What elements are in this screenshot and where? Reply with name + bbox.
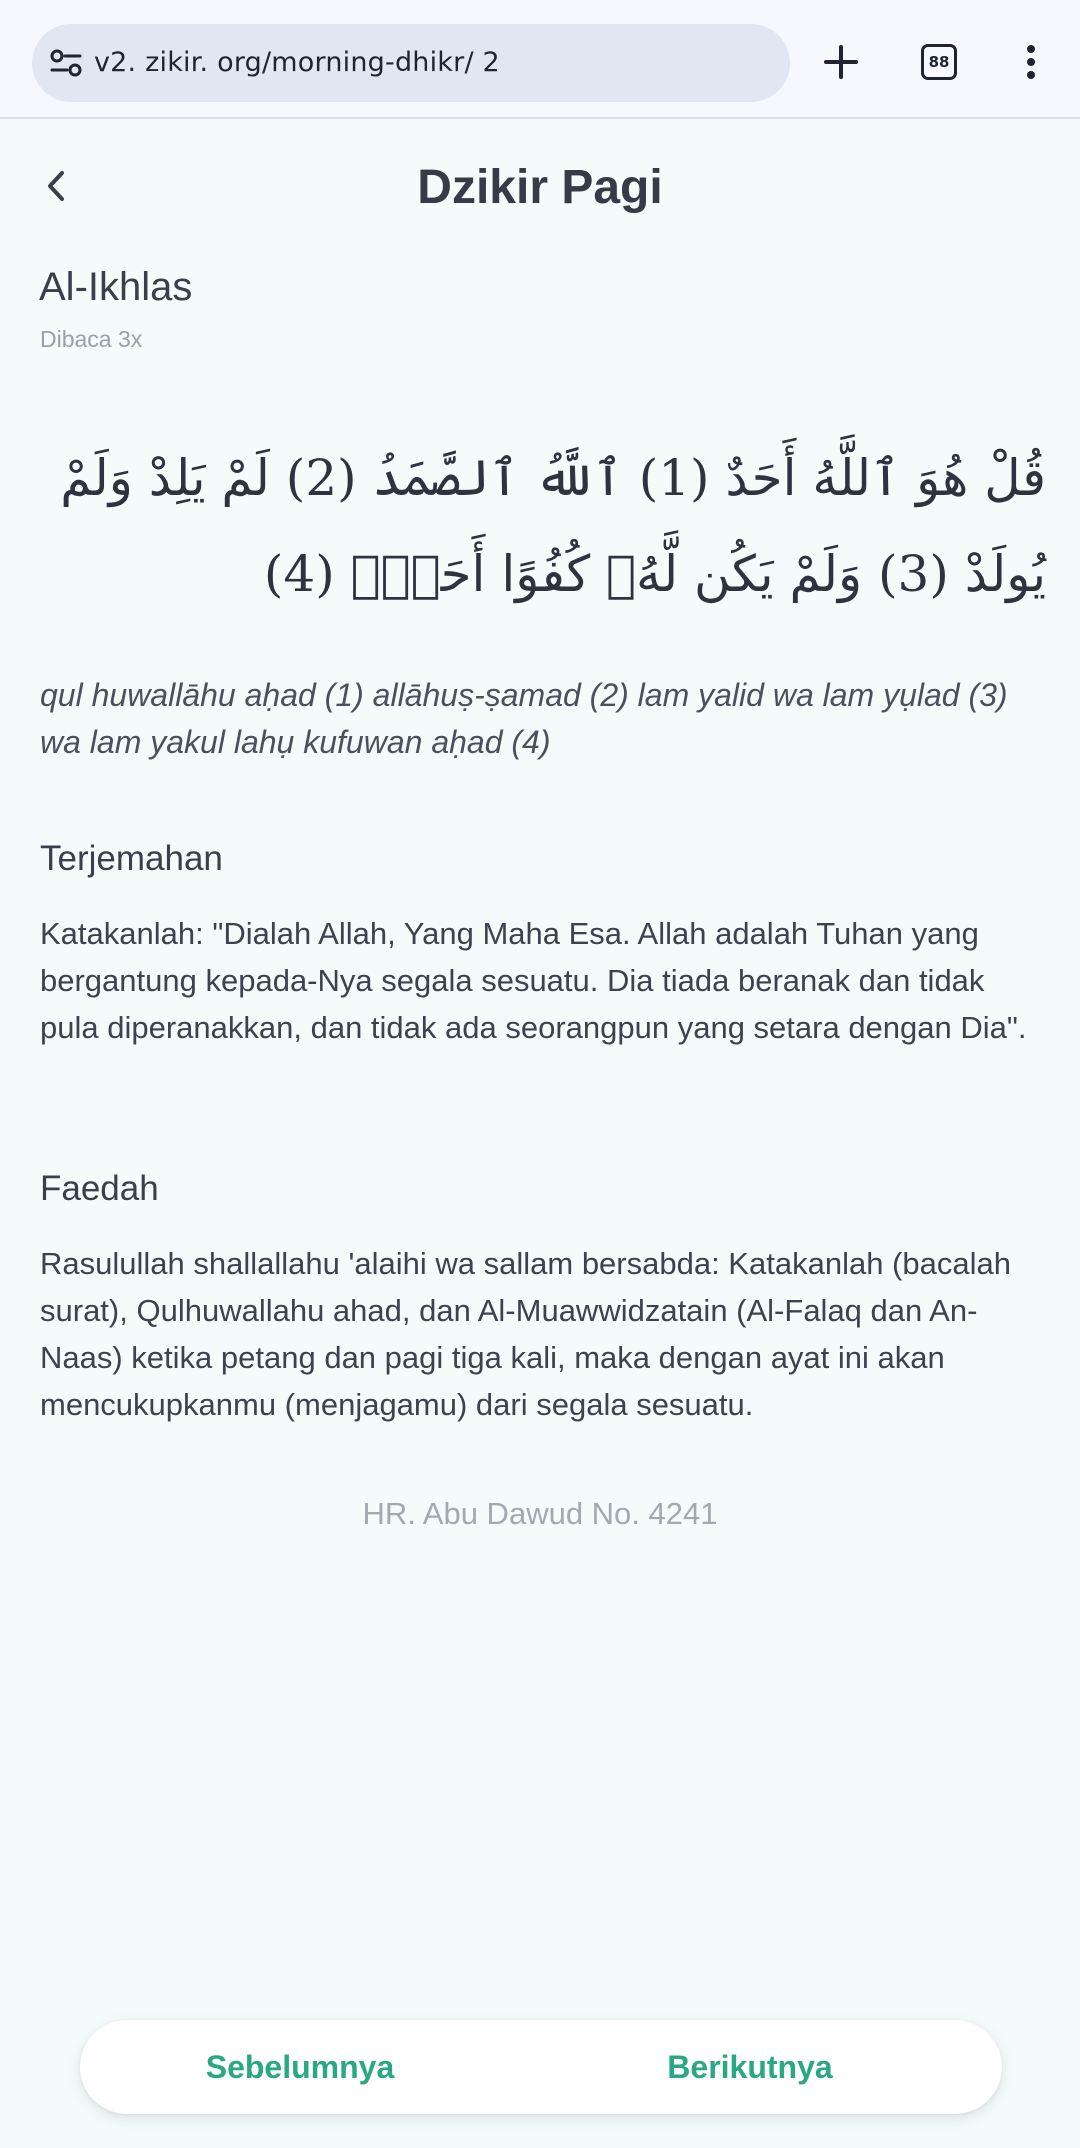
benefit-heading: Faedah [40, 1169, 159, 1208]
page-header [0, 120, 1080, 258]
url-text[interactable]: v2. zikir. org/morning-dhikr/ 2 [94, 47, 500, 78]
plus-icon [823, 44, 859, 80]
tune-icon[interactable] [48, 45, 84, 81]
tab-switcher-button[interactable] [906, 29, 972, 95]
next-button[interactable]: Berikutnya [600, 2020, 900, 2114]
bottom-navigation [80, 2020, 1002, 2114]
arabic-text: قُلْ هُوَ ٱللَّهُ أَحَدٌ (1) ٱللَّهُ ٱلصَّمَدُ (2) لَمْ يَلِدْ وَلَمْ يُولَدْ (3) وَلَمْ يَكُن لَّهُۥ كُفُوًا أَحَدٌۢ (4) [60, 449, 1046, 603]
browser-toolbar [0, 0, 1080, 119]
more-menu-button[interactable] [998, 29, 1064, 95]
benefit-text: Rasulullah shallallahu 'alaihi wa sallam bersabda: Katakanlah (bacalah surat), Qulhuwallahu ahad, dan Al-Muawwidzatain (Al-Falaq dan An-Naas) ketika petang dan pagi tiga kali, maka dengan ayat ini akan mencukupkanmu (menjagamu) dari segala sesuatu. [40, 1246, 1011, 1422]
hadith-source: HR. Abu Dawud No. 4241 [362, 1496, 718, 1531]
page-title: Dzikir Pagi [417, 161, 663, 214]
translation-text: Katakanlah: "Dialah Allah, Yang Maha Esa. Allah adalah Tuhan yang bergantung kepada-Nya segala sesuatu. Dia tiada beranak dan tidak pula diperanakkan, dan tidak ada seorangpun yang setara dengan Dia". [40, 916, 1027, 1045]
tab-count: 88 [928, 53, 950, 71]
new-tab-button[interactable] [808, 29, 874, 95]
transliteration: qul huwallāhu aḥad (1) allāhuṣ-ṣamad (2) lam yalid wa lam yụlad (3) wa lam yakul lahụ kufuwan aḥad (4) [40, 677, 1008, 760]
previous-button[interactable]: Sebelumnya [150, 2020, 450, 2114]
tab-switcher-icon [921, 44, 957, 80]
address-bar[interactable] [32, 24, 790, 102]
translation-heading: Terjemahan [40, 839, 223, 878]
dhikr-count: Dibaca 3x [40, 326, 143, 352]
more-vert-icon [1025, 44, 1037, 80]
dhikr-title: Al-Ikhlas [39, 265, 193, 309]
